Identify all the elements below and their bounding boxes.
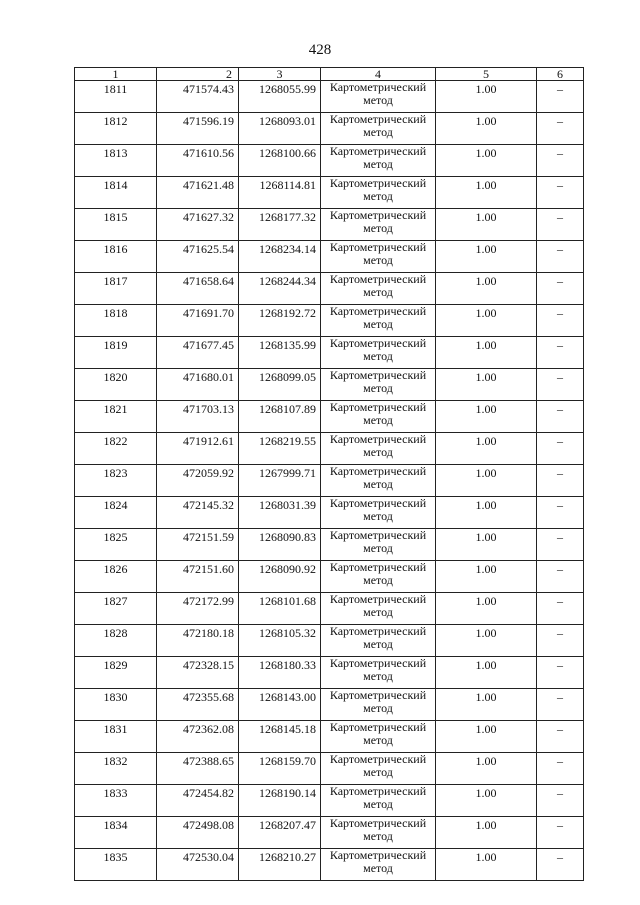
cell-point-number: 1815 [75,209,157,241]
cell-note: – [537,113,584,145]
cell-point-number: 1812 [75,113,157,145]
cell-coord-x: 472388.65 [157,753,239,785]
cell-point-number: 1829 [75,657,157,689]
cell-accuracy: 1.00 [436,497,537,529]
cell-coord-y: 1268190.14 [239,785,321,817]
cell-point-number: 1830 [75,689,157,721]
cell-accuracy: 1.00 [436,273,537,305]
cell-method: Картометрический метод [321,177,436,209]
cell-point-number: 1825 [75,529,157,561]
table-row [75,721,584,753]
cell-coord-x: 472151.60 [157,561,239,593]
cell-coord-x: 472362.08 [157,721,239,753]
cell-coord-y: 1268192.72 [239,305,321,337]
cell-note: – [537,529,584,561]
cell-coord-y: 1268143.00 [239,689,321,721]
table-row [75,753,584,785]
cell-coord-x: 472145.32 [157,497,239,529]
cell-note: – [537,81,584,113]
cell-method: Картометрический метод [321,209,436,241]
cell-note: – [537,273,584,305]
cell-note: – [537,785,584,817]
cell-coord-x: 472530.04 [157,849,239,881]
cell-coord-y: 1268244.34 [239,273,321,305]
cell-coord-y: 1268219.55 [239,433,321,465]
table-row [75,209,584,241]
cell-point-number: 1818 [75,305,157,337]
table-row [75,113,584,145]
cell-coord-y: 1268234.14 [239,241,321,273]
table-row [75,657,584,689]
cell-point-number: 1811 [75,81,157,113]
cell-method: Картометрический метод [321,401,436,433]
cell-method: Картометрический метод [321,305,436,337]
cell-point-number: 1835 [75,849,157,881]
cell-point-number: 1823 [75,465,157,497]
cell-accuracy: 1.00 [436,337,537,369]
cell-method: Картометрический метод [321,657,436,689]
cell-accuracy: 1.00 [436,177,537,209]
cell-method: Картометрический метод [321,785,436,817]
cell-note: – [537,561,584,593]
column-header-4: 4 [321,68,436,81]
cell-point-number: 1834 [75,817,157,849]
cell-coord-x: 471677.45 [157,337,239,369]
cell-point-number: 1833 [75,785,157,817]
cell-coord-x: 472059.92 [157,465,239,497]
cell-coord-y: 1268101.68 [239,593,321,625]
page-number: 428 [308,42,332,58]
cell-note: – [537,369,584,401]
cell-coord-y: 1268105.32 [239,625,321,657]
cell-accuracy: 1.00 [436,209,537,241]
table-row [75,561,584,593]
cell-method: Картометрический метод [321,337,436,369]
cell-method: Картометрический метод [321,593,436,625]
cell-coord-x: 472172.99 [157,593,239,625]
cell-note: – [537,849,584,881]
cell-coord-x: 471627.32 [157,209,239,241]
coordinates-table [74,67,584,881]
table-row [75,529,584,561]
cell-method: Картометрический метод [321,273,436,305]
cell-method: Картометрический метод [321,241,436,273]
cell-note: – [537,817,584,849]
cell-point-number: 1814 [75,177,157,209]
cell-coord-y: 1268055.99 [239,81,321,113]
cell-coord-x: 472498.08 [157,817,239,849]
cell-method: Картометрический метод [321,561,436,593]
cell-accuracy: 1.00 [436,593,537,625]
cell-point-number: 1826 [75,561,157,593]
cell-method: Картометрический метод [321,625,436,657]
cell-accuracy: 1.00 [436,721,537,753]
cell-coord-y: 1268090.83 [239,529,321,561]
cell-coord-y: 1267999.71 [239,465,321,497]
cell-accuracy: 1.00 [436,465,537,497]
cell-method: Картометрический метод [321,753,436,785]
cell-method: Картометрический метод [321,81,436,113]
table-row [75,177,584,209]
cell-accuracy: 1.00 [436,369,537,401]
cell-method: Картометрический метод [321,529,436,561]
cell-note: – [537,465,584,497]
cell-note: – [537,753,584,785]
cell-coord-x: 471625.54 [157,241,239,273]
table-row [75,337,584,369]
cell-coord-y: 1268090.92 [239,561,321,593]
cell-method: Картометрический метод [321,369,436,401]
cell-accuracy: 1.00 [436,401,537,433]
cell-coord-x: 471703.13 [157,401,239,433]
table-row [75,305,584,337]
cell-accuracy: 1.00 [436,753,537,785]
cell-point-number: 1813 [75,145,157,177]
cell-coord-y: 1268145.18 [239,721,321,753]
table-row [75,369,584,401]
column-header-3: 3 [239,68,321,81]
cell-note: – [537,433,584,465]
cell-accuracy: 1.00 [436,817,537,849]
cell-coord-y: 1268207.47 [239,817,321,849]
cell-accuracy: 1.00 [436,433,537,465]
cell-accuracy: 1.00 [436,113,537,145]
cell-accuracy: 1.00 [436,785,537,817]
table-header-row [75,68,584,81]
table-row [75,145,584,177]
cell-accuracy: 1.00 [436,145,537,177]
table-row [75,689,584,721]
cell-method: Картометрический метод [321,113,436,145]
cell-method: Картометрический метод [321,145,436,177]
cell-accuracy: 1.00 [436,849,537,881]
cell-point-number: 1824 [75,497,157,529]
cell-method: Картометрический метод [321,689,436,721]
cell-coord-x: 472454.82 [157,785,239,817]
cell-point-number: 1821 [75,401,157,433]
cell-coord-y: 1268159.70 [239,753,321,785]
cell-point-number: 1822 [75,433,157,465]
cell-point-number: 1820 [75,369,157,401]
cell-accuracy: 1.00 [436,241,537,273]
cell-point-number: 1816 [75,241,157,273]
table-row [75,81,584,113]
table-row [75,817,584,849]
column-header-1: 1 [75,68,157,81]
cell-note: – [537,497,584,529]
cell-note: – [537,625,584,657]
cell-coord-x: 471658.64 [157,273,239,305]
cell-coord-x: 471596.19 [157,113,239,145]
column-header-5: 5 [436,68,537,81]
cell-method: Картометрический метод [321,849,436,881]
cell-note: – [537,145,584,177]
cell-coord-x: 471691.70 [157,305,239,337]
cell-coord-x: 472355.68 [157,689,239,721]
cell-coord-y: 1268210.27 [239,849,321,881]
table-row [75,241,584,273]
cell-method: Картометрический метод [321,497,436,529]
table-body [75,81,584,881]
cell-accuracy: 1.00 [436,305,537,337]
cell-accuracy: 1.00 [436,529,537,561]
cell-accuracy: 1.00 [436,81,537,113]
table-row [75,849,584,881]
cell-coord-x: 471574.43 [157,81,239,113]
cell-accuracy: 1.00 [436,689,537,721]
cell-note: – [537,689,584,721]
cell-coord-y: 1268114.81 [239,177,321,209]
cell-coord-y: 1268135.99 [239,337,321,369]
table-row [75,401,584,433]
cell-coord-y: 1268031.39 [239,497,321,529]
cell-note: – [537,177,584,209]
table-row [75,625,584,657]
cell-note: – [537,305,584,337]
table-row [75,593,584,625]
cell-coord-x: 472180.18 [157,625,239,657]
cell-accuracy: 1.00 [436,625,537,657]
cell-coord-y: 1268100.66 [239,145,321,177]
cell-coord-y: 1268093.01 [239,113,321,145]
table-row [75,273,584,305]
table-row [75,465,584,497]
cell-point-number: 1831 [75,721,157,753]
cell-coord-x: 471621.48 [157,177,239,209]
table-row [75,785,584,817]
cell-coord-x: 471912.61 [157,433,239,465]
cell-accuracy: 1.00 [436,657,537,689]
cell-note: – [537,593,584,625]
cell-coord-x: 471680.01 [157,369,239,401]
cell-note: – [537,657,584,689]
cell-note: – [537,209,584,241]
table-row [75,433,584,465]
cell-note: – [537,241,584,273]
cell-point-number: 1817 [75,273,157,305]
cell-method: Картометрический метод [321,465,436,497]
cell-method: Картометрический метод [321,817,436,849]
cell-coord-x: 472151.59 [157,529,239,561]
cell-note: – [537,721,584,753]
cell-coord-y: 1268180.33 [239,657,321,689]
cell-point-number: 1819 [75,337,157,369]
cell-note: – [537,401,584,433]
cell-method: Картометрический метод [321,721,436,753]
cell-coord-y: 1268177.32 [239,209,321,241]
cell-method: Картометрический метод [321,433,436,465]
cell-coord-y: 1268107.89 [239,401,321,433]
column-header-6: 6 [537,68,584,81]
cell-point-number: 1827 [75,593,157,625]
cell-point-number: 1828 [75,625,157,657]
table-row [75,497,584,529]
cell-coord-x: 472328.15 [157,657,239,689]
cell-note: – [537,337,584,369]
cell-point-number: 1832 [75,753,157,785]
cell-coord-x: 471610.56 [157,145,239,177]
column-header-2: 2 [157,68,239,81]
cell-accuracy: 1.00 [436,561,537,593]
cell-coord-y: 1268099.05 [239,369,321,401]
